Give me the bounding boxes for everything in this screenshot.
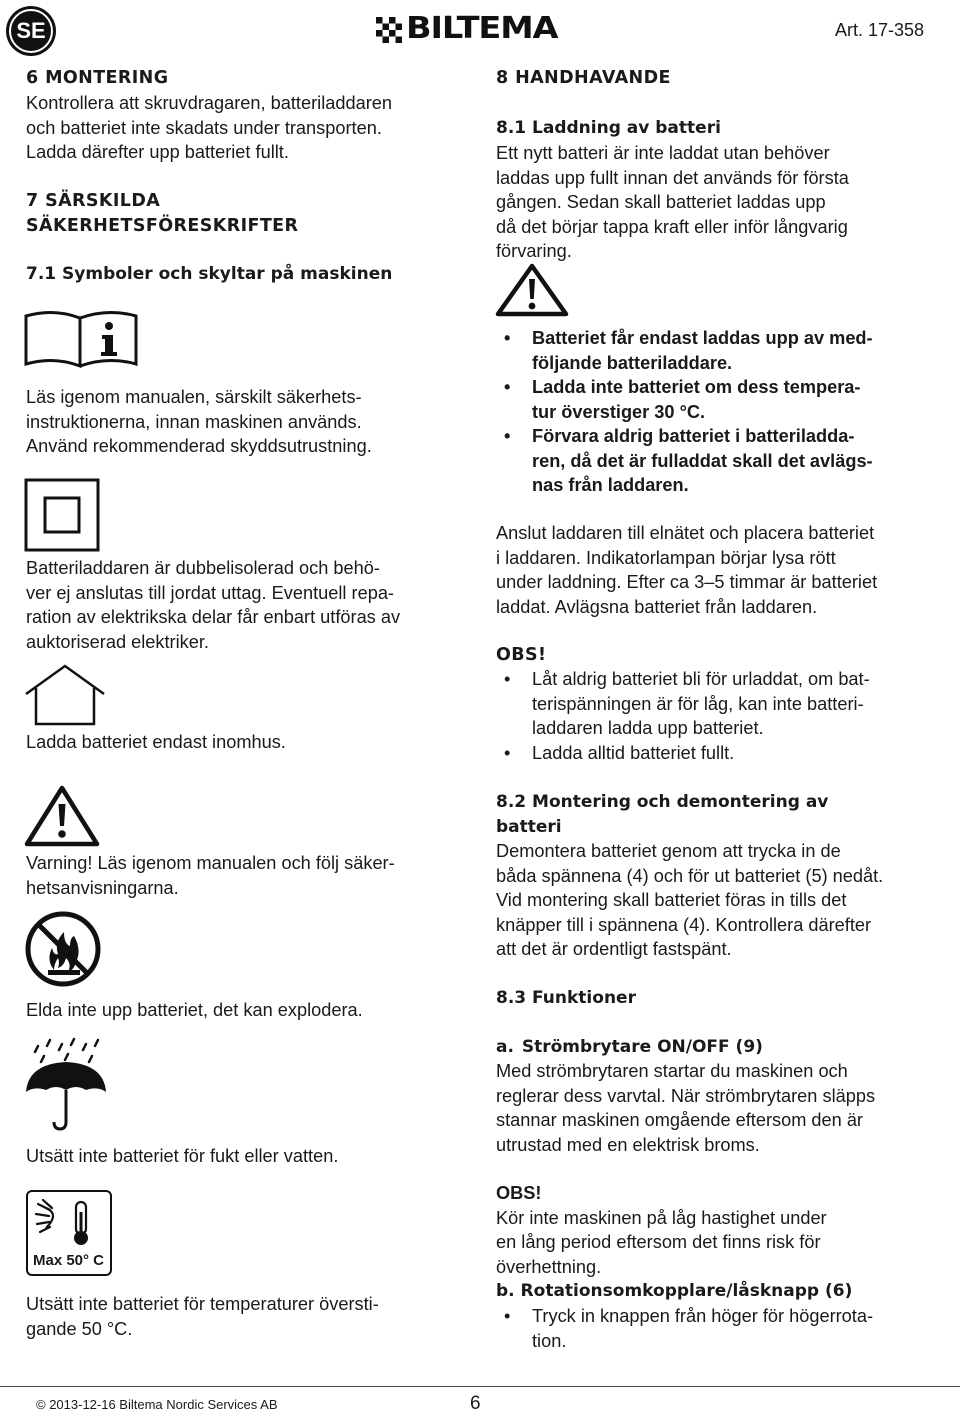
list-item: • Låt aldrig batteriet bli för urladdat, om bat- terispänningen är för låg, kan inte batteri- laddaren ladda upp batteriet. bbox=[496, 667, 870, 741]
moisture-text: Utsätt inte batteriet för fukt eller vatten. bbox=[26, 1146, 339, 1166]
section-8-title: 8 HANDHAVANDE bbox=[496, 68, 671, 88]
section-7-1-title: 7.1 Symboler och skyltar på maskinen bbox=[26, 264, 393, 284]
section-7-title: 7 SÄRSKILDA SÄKERHETSFÖRESKRIFTER bbox=[26, 191, 299, 236]
warning-triangle-icon bbox=[24, 784, 100, 848]
read-manual-icon bbox=[24, 308, 140, 368]
list-item: • Batteriet får endast laddas upp av med- följande batteriladdare. bbox=[496, 326, 873, 375]
fire-text: Elda inte upp batteriet, det kan explodera. bbox=[26, 1000, 363, 1020]
double-insulation-text: Batteriladdaren är dubbelisolerad och behö- ver ej anslutas till jordat uttag. Eventuell repa- ration av elektrikska delar får enbart utföras av auktoriserad elektriker. bbox=[26, 558, 401, 652]
max-temperature-label: Max 50° C bbox=[32, 1252, 105, 1269]
charging-body: Anslut laddaren till elnätet och placera batteriet i laddaren. Indikatorlampan börjar lysa rött under laddning. Efter ca 3–5 timmar är batteriet laddat. Avlägsna batteriet från laddaren. bbox=[496, 523, 878, 617]
subsection-a-body: Med strömbrytaren startar du maskinen och reglerar dess varvtal. När strömbrytaren släpps stannar maskinen omgående eftersom den är utrustad med en elektrisk broms. bbox=[496, 1061, 876, 1155]
copyright: © 2013-12-16 Biltema Nordic Services AB bbox=[36, 1397, 278, 1412]
article-number: Art. 17-358 bbox=[834, 20, 924, 40]
no-fire-icon bbox=[24, 910, 102, 988]
checkered-flag-icon bbox=[376, 17, 402, 43]
warning-triangle-icon bbox=[494, 262, 570, 318]
warning-text: Varning! Läs igenom manualen och följ säker- hetsanvisningarna. bbox=[26, 853, 395, 898]
subsection-b-title: b. Rotationsomkopplare/låsknapp (6) bbox=[496, 1281, 853, 1301]
obs-list bbox=[496, 667, 870, 765]
section-6-body: Kontrollera att skruvdragaren, batteriladdaren och batteriet inte skadats under transporten. Ladda därefter upp batteriet fullt. bbox=[26, 93, 392, 162]
battery-warning-list bbox=[496, 326, 873, 498]
obs-label: OBS! bbox=[496, 645, 547, 665]
footer-divider bbox=[0, 1386, 960, 1387]
list-item: • Tryck in knappen från höger för högerrota- tion. bbox=[496, 1304, 873, 1353]
section-8-2-title: 8.2 Montering och demontering av batteri bbox=[496, 792, 829, 837]
umbrella-rain-icon bbox=[24, 1036, 108, 1132]
list-item: • Ladda alltid batteriet fullt. bbox=[496, 741, 870, 766]
brand-wordmark: BILTEMA bbox=[406, 11, 558, 46]
section-8-1-title: 8.1 Laddning av batteri bbox=[496, 118, 721, 138]
max-temperature-sign bbox=[26, 1190, 112, 1276]
section-6-title: 6 MONTERING bbox=[26, 68, 169, 88]
section-8-3-title: 8.3 Funktioner bbox=[496, 988, 636, 1008]
sun-thermometer-icon bbox=[34, 1198, 108, 1248]
page-number: 6 bbox=[470, 1393, 481, 1414]
subsection-a-title: a. Strömbrytare ON/OFF (9) bbox=[496, 1037, 763, 1057]
double-insulation-icon bbox=[24, 478, 100, 552]
obs-2-note: OBS! Kör inte maskinen på låg hastighet under en lång period eftersom det finns risk för överhettning. bbox=[496, 1183, 827, 1277]
section-8-1-body: Ett nytt batteri är inte laddat utan behöver laddas upp fullt innan det används för första gången. Sedan skall batteriet laddas upp då det börjar tappa kraft eller inför långvarig förvaring. bbox=[496, 143, 849, 261]
brand-logo bbox=[376, 11, 586, 46]
section-8-2-body: Demontera batteriet genom att trycka in de båda spännena (4) och för ut batteriet (5) nedåt. Vid montering skall batteriet föras in tills det knäpper till i spännena (4). Kontrollera därefter att det är ordentligt fastspänt. bbox=[496, 841, 884, 959]
subsection-b-list bbox=[496, 1304, 873, 1353]
language-badge-label: SE bbox=[16, 18, 46, 43]
list-item: • Ladda inte batteriet om dess tempera- tur överstiger 30 °C. bbox=[496, 375, 873, 424]
manual-text: Läs igenom manualen, särskilt säkerhets- instruktionerna, innan maskinen används. Använd rekommenderad skyddsutrustning. bbox=[26, 387, 372, 456]
house-icon bbox=[24, 664, 106, 726]
language-badge bbox=[4, 4, 58, 58]
indoor-text: Ladda batteriet endast inomhus. bbox=[26, 732, 286, 752]
list-item: • Förvara aldrig batteriet i batteriladda- ren, då det är fulladdat skall det avlägs- nas från laddaren. bbox=[496, 424, 873, 498]
temperature-text: Utsätt inte batteriet för temperaturer översti- gande 50 °C. bbox=[26, 1294, 379, 1339]
